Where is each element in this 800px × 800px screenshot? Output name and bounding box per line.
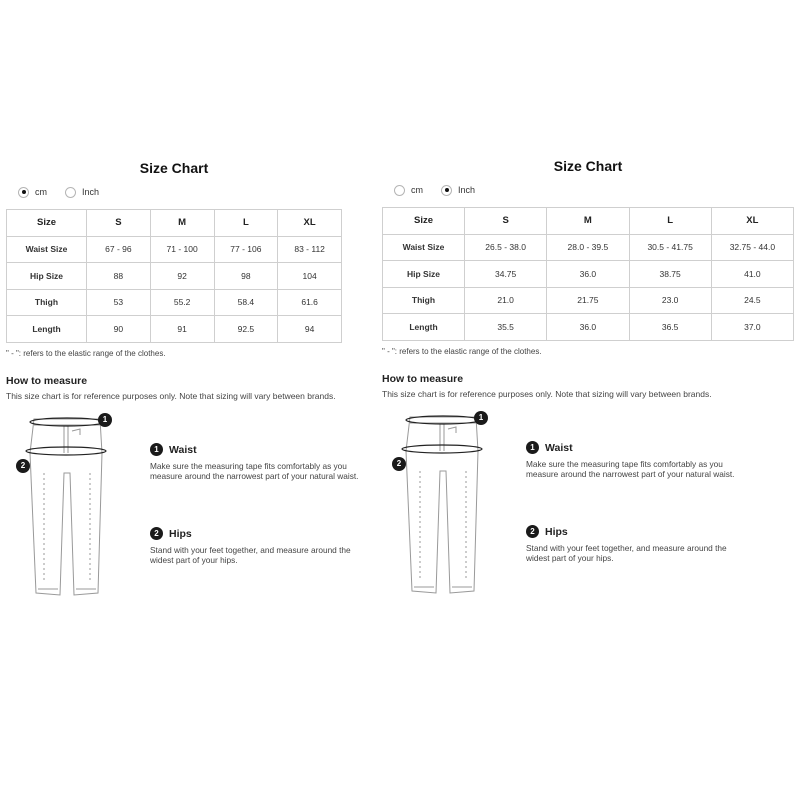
row-label: Hip Size: [383, 261, 465, 288]
how-to-measure-disclaimer: This size chart is for reference purposes only. Note that sizing will vary between brands.: [382, 388, 712, 399]
table-cell: 30.5 - 41.75: [629, 234, 711, 261]
size-table: [6, 209, 342, 343]
unit-selector: [6, 183, 342, 201]
measure-guide: [382, 411, 794, 611]
table-row: [383, 261, 794, 288]
table-cell: 38.75: [629, 261, 711, 288]
table-header: L: [629, 208, 711, 235]
table-cell: 61.6: [278, 289, 342, 316]
row-label: Thigh: [7, 289, 87, 316]
waist-marker-icon: 1: [98, 413, 112, 427]
elastic-range-note: " - ": refers to the elastic range of the clothes.: [6, 348, 166, 358]
radio-unselected-icon[interactable]: [394, 185, 405, 196]
table-header: Size: [7, 210, 87, 237]
unit-option-inch[interactable]: [65, 187, 99, 198]
waist-instruction: [526, 441, 750, 479]
table-row: [383, 234, 794, 261]
table-cell: 90: [87, 316, 151, 343]
step-text: Stand with your feet together, and measure around the widest part of your hips.: [526, 542, 727, 563]
pants-diagram-icon: [390, 411, 500, 611]
table-cell: 34.75: [465, 261, 547, 288]
table-cell: 32.75 - 44.0: [711, 234, 793, 261]
step-2-badge: 2: [526, 525, 539, 538]
table-cell: 98: [214, 263, 278, 290]
hips-instruction: [150, 527, 374, 565]
size-chart-panel-cm: [6, 158, 359, 613]
table-header: XL: [278, 210, 342, 237]
table-cell: 94: [278, 316, 342, 343]
step-title: Waist: [169, 443, 197, 456]
table-header: M: [547, 208, 629, 235]
table-cell: 41.0: [711, 261, 793, 288]
table-row: [7, 236, 342, 263]
table-cell: 37.0: [711, 314, 793, 341]
measure-guide: [6, 413, 359, 613]
step-text: Stand with your feet together, and measure around the widest part of your hips.: [150, 544, 351, 565]
unit-label: cm: [35, 187, 47, 197]
table-cell: 83 - 112: [278, 236, 342, 263]
table-cell: 67 - 96: [87, 236, 151, 263]
size-table: [382, 207, 794, 341]
step-2-badge: 2: [150, 527, 163, 540]
hips-instruction: [526, 525, 750, 563]
hip-marker-icon: 2: [392, 457, 406, 471]
step-title: Hips: [545, 525, 568, 538]
unit-label: Inch: [458, 185, 476, 195]
table-cell: 36.0: [547, 261, 629, 288]
table-cell: 91: [150, 316, 214, 343]
table-row: [7, 263, 342, 290]
table-cell: 92: [150, 263, 214, 290]
table-cell: 88: [87, 263, 151, 290]
size-chart-title: Size Chart: [139, 160, 209, 176]
how-to-measure-disclaimer: This size chart is for reference purposes only. Note that sizing will vary between brands.: [6, 390, 336, 401]
radio-selected-icon[interactable]: [18, 187, 29, 198]
unit-label: Inch: [82, 187, 100, 197]
table-row: [7, 289, 342, 316]
radio-unselected-icon[interactable]: [65, 187, 76, 198]
how-to-measure-title: How to measure: [6, 374, 88, 387]
row-label: Hip Size: [7, 263, 87, 290]
table-row: [383, 287, 794, 314]
table-header-row: [7, 210, 342, 237]
table-cell: 26.5 - 38.0: [465, 234, 547, 261]
table-header: Size: [383, 208, 465, 235]
size-chart-panel-inch: [382, 156, 794, 611]
table-cell: 71 - 100: [150, 236, 214, 263]
row-label: Length: [7, 316, 87, 343]
waist-instruction: [150, 443, 374, 481]
unit-label: cm: [411, 185, 423, 195]
step-text: Make sure the measuring tape fits comfortably as you measure around the narrowest part of your natural waist.: [150, 460, 359, 481]
table-cell: 77 - 106: [214, 236, 278, 263]
table-row: [7, 316, 342, 343]
waist-marker-icon: 1: [474, 411, 488, 425]
table-cell: 35.5: [465, 314, 547, 341]
table-row: [383, 314, 794, 341]
row-label: Thigh: [383, 287, 465, 314]
how-to-measure-title: How to measure: [382, 372, 464, 385]
table-cell: 21.75: [547, 287, 629, 314]
table-cell: 53: [87, 289, 151, 316]
step-title: Hips: [169, 527, 192, 540]
row-label: Waist Size: [7, 236, 87, 263]
table-cell: 24.5: [711, 287, 793, 314]
hip-marker-icon: 2: [16, 459, 30, 473]
unit-option-cm[interactable]: [394, 185, 423, 196]
unit-option-cm[interactable]: [18, 187, 47, 198]
table-cell: 28.0 - 39.5: [547, 234, 629, 261]
unit-option-inch[interactable]: [441, 185, 475, 196]
step-1-badge: 1: [150, 443, 163, 456]
table-cell: 23.0: [629, 287, 711, 314]
table-cell: 92.5: [214, 316, 278, 343]
row-label: Waist Size: [383, 234, 465, 261]
table-header: L: [214, 210, 278, 237]
step-text: Make sure the measuring tape fits comfortably as you measure around the narrowest part of your natural waist.: [526, 458, 735, 479]
table-header: S: [465, 208, 547, 235]
pants-diagram-icon: [14, 413, 124, 613]
table-cell: 36.5: [629, 314, 711, 341]
step-1-badge: 1: [526, 441, 539, 454]
elastic-range-note: " - ": refers to the elastic range of the clothes.: [382, 346, 542, 356]
table-cell: 104: [278, 263, 342, 290]
table-header-row: [383, 208, 794, 235]
table-header: XL: [711, 208, 793, 235]
table-cell: 21.0: [465, 287, 547, 314]
row-label: Length: [383, 314, 465, 341]
table-cell: 36.0: [547, 314, 629, 341]
unit-selector: [382, 181, 794, 199]
radio-selected-icon[interactable]: [441, 185, 452, 196]
table-cell: 55.2: [150, 289, 214, 316]
size-chart-title: Size Chart: [553, 158, 623, 174]
table-header: S: [87, 210, 151, 237]
table-header: M: [150, 210, 214, 237]
table-cell: 58.4: [214, 289, 278, 316]
step-title: Waist: [545, 441, 573, 454]
